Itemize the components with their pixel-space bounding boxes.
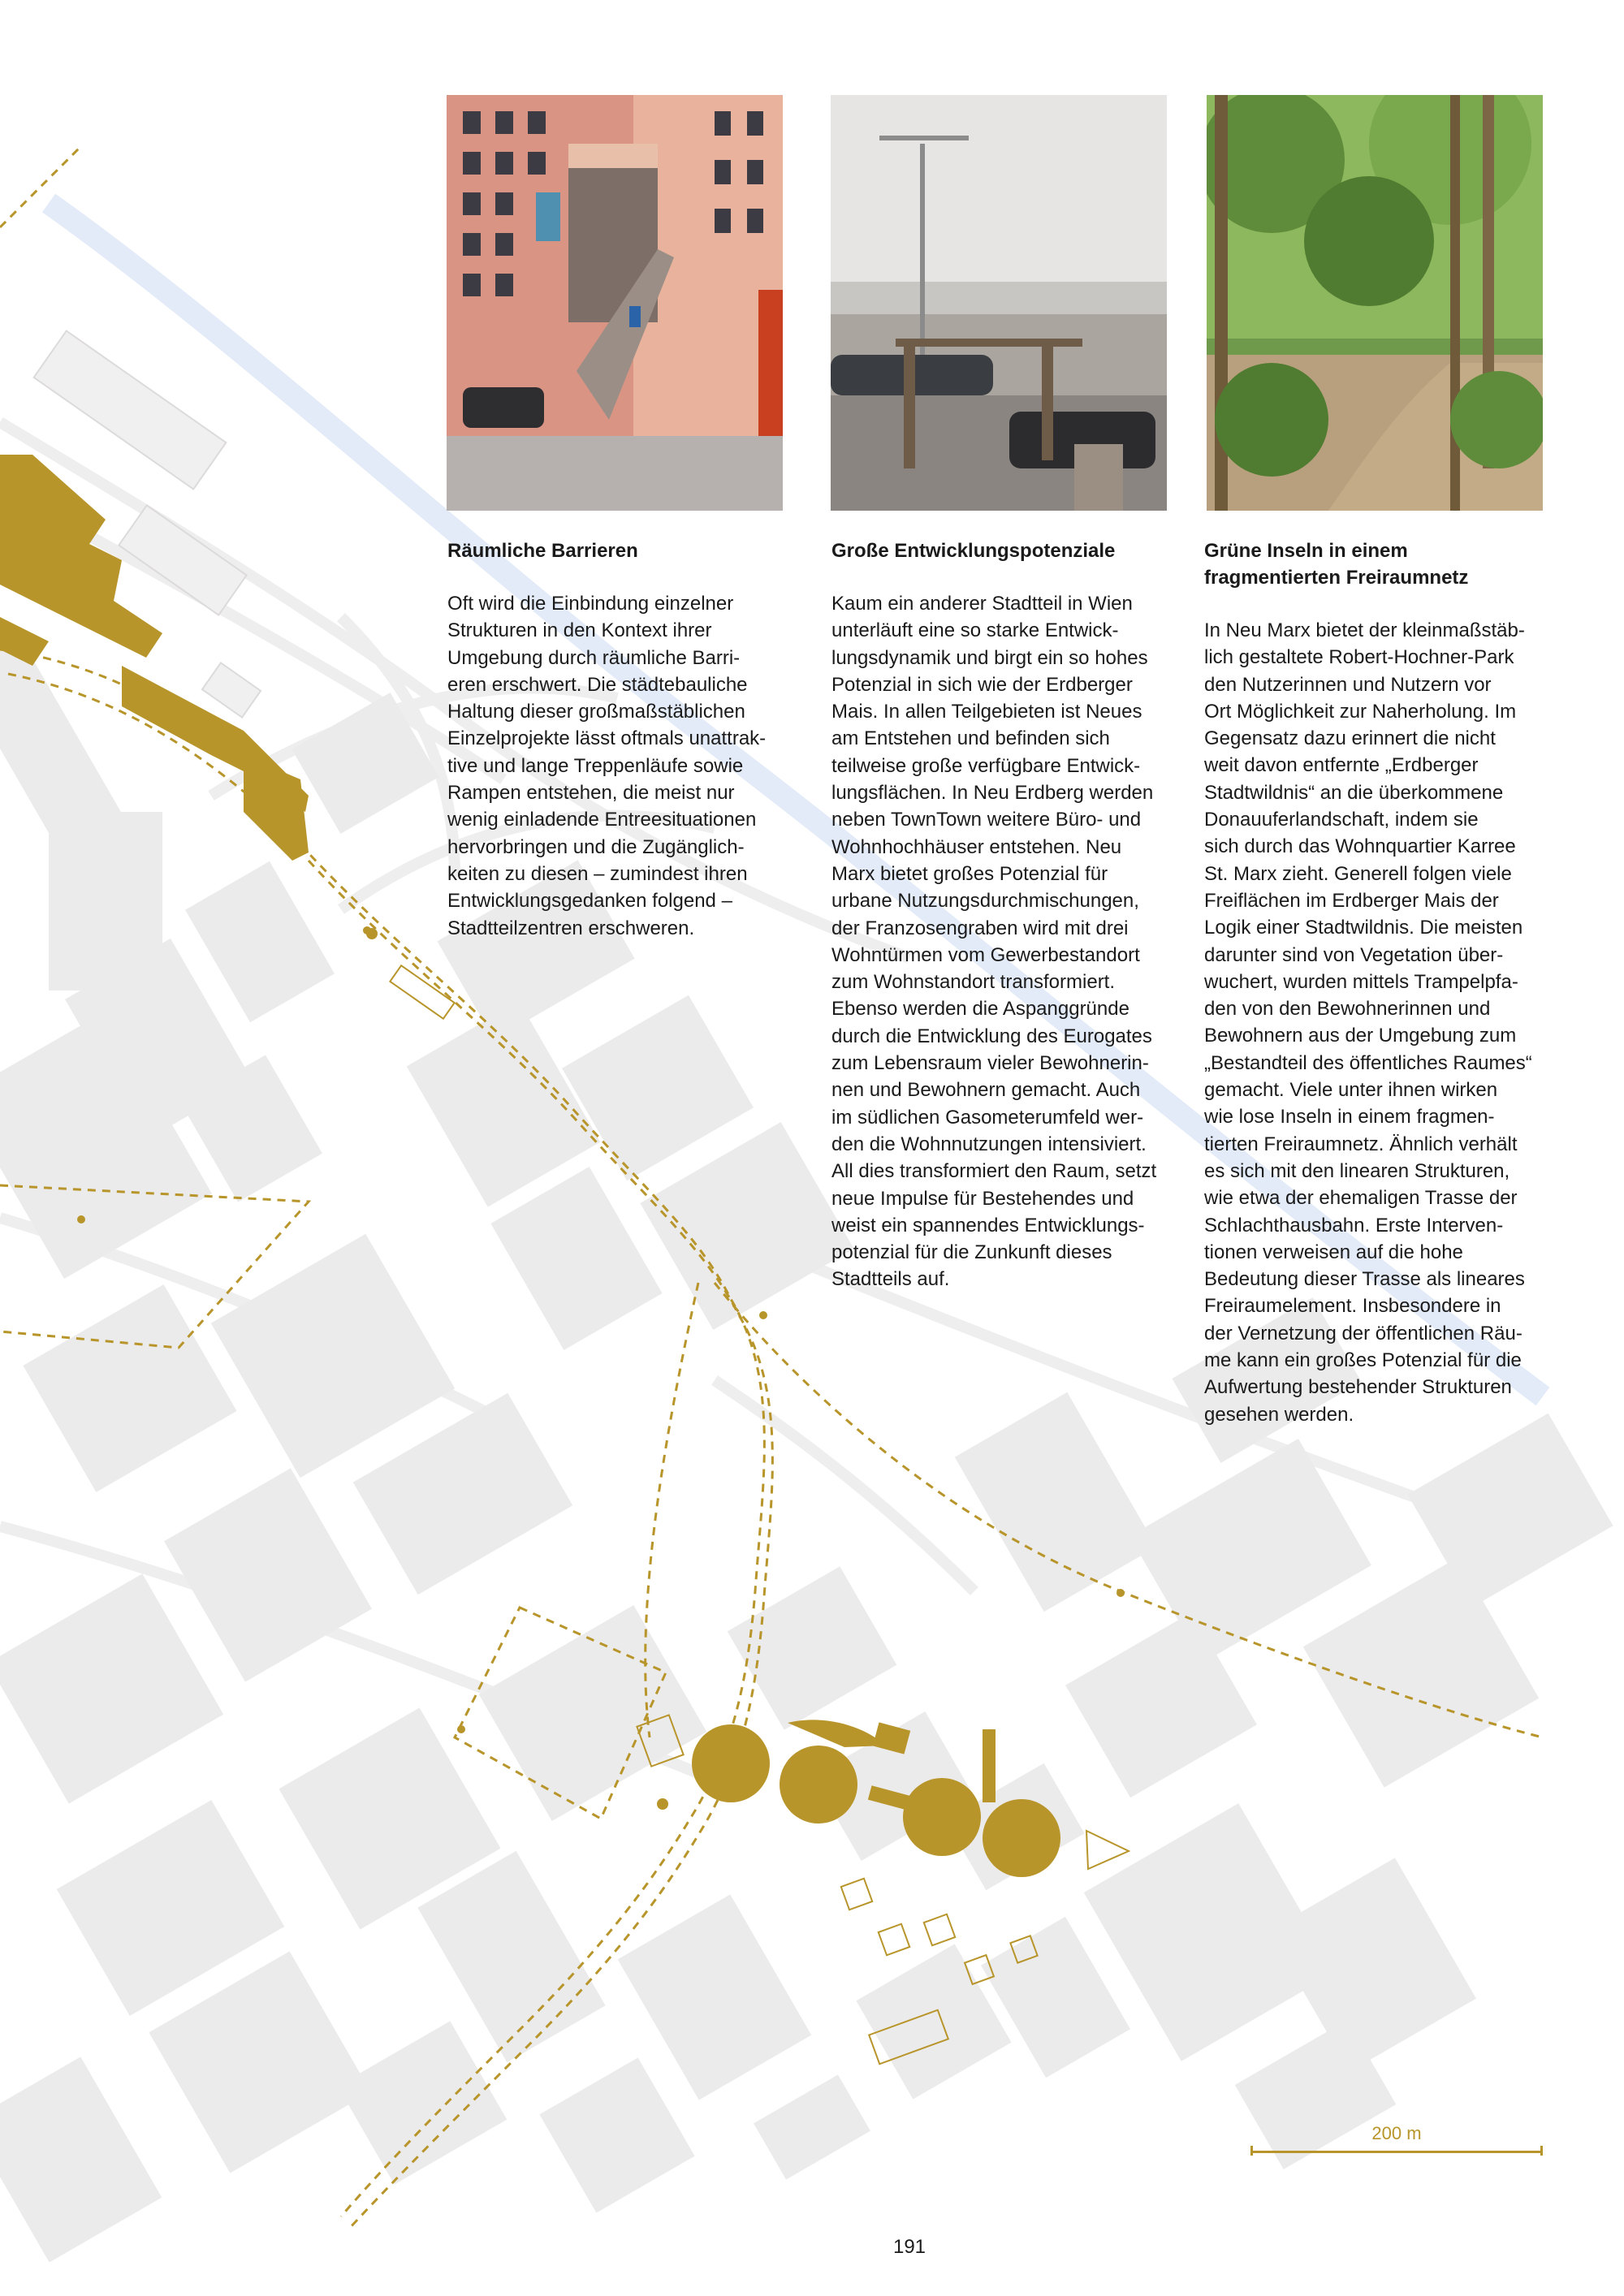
column-body: Kaum ein anderer Stadtteil in Wien unterläuft eine so starke Entwick- lungsdynamik und birgt ein so hohes Potenzial in sich wie der Erdberger Mais. In allen Teilgebieten ist Neues am Entstehen und befinden sich teilweise große verfügbare Entwick- lungsflächen. In Neu Erdberg werden neben TownTown weitere Büro- und Wohnhochhäuser entstehen. Neu Marx bietet großes Potenzial für urbane Nutzungsdurchmischungen, der Franzosengraben wird mit drei Wohntürmen vom Gewerbestandort zum Wohnstandort transformiert. Ebenso werden die Aspanggründe durch die Entwicklung des Eurogates zum Lebensraum vieler Bewohnerin- nen und Bewohnern gemacht. Auch im südlichen Gasometerumfeld wer- den die Wohnnutzungen intensiviert. All dies transformiert den Raum, setzt neue Impulse für Bestehendes und weist ein spannendes Entwicklungs- potenzial für die Zunkunft dieses Stadtteils auf. <box>831 593 1157 1291</box>
column-heading: Große Entwicklungspotenziale <box>831 540 1116 562</box>
column-heading: Räumliche Barrieren <box>447 540 638 562</box>
scale-bar-line <box>1250 2151 1543 2153</box>
column-body: Oft wird die Einbindung einzelner Strukturen in den Kontext ihrer Umgebung durch räumliche Barri- eren erschwert. Die städtebauliche Haltung dieser großmaßstäblichen Einzelprojekte lässt oftmals unattrak- tive und lange Treppenläufe sowie Rampen entstehen, die meist nur wenig einladende Entreesituationen hervorbringen und die Zugänglich- keiten zu diesen – zumindest ihren Entwicklungsgedanken folgend – Stadtteilzentren erschweren. <box>447 593 767 939</box>
scale-bar-tick <box>1540 2146 1543 2156</box>
scale-bar <box>1250 2123 1543 2156</box>
photo-spatial-barriers <box>447 95 783 511</box>
scale-bar-label: 200 m <box>1371 2123 1422 2143</box>
scale-bar-tick <box>1250 2146 1253 2156</box>
photo-green-islands <box>1207 95 1543 511</box>
column-body: In Neu Marx bietet der kleinmaßstäb- lich gestaltete Robert-Hochner-Park den Nutzerinnen und Nutzern vor Ort Möglichkeit zur Naherholung. Im Gegensatz dazu erinnert die nicht weit davon entfernte „Erdberger Stadtwildnis“ an die überkommene Donauuferlandschaft, indem sie sich durch das Wohnquartier Karree St. Marx zieht. Generell folgen viele Freiflächen im Erdberger Mais der Logik einer Stadtwildnis. Die meisten darunter sind von Vegetation über- wuchert, wurden mittels Trampelpfa- den von den Bewohnerinnen und Bewohnern aus der Umgebung zum „Bestandteil des öffentliches Raumes“ gemacht. Viele unter ihnen wirken wie lose Inseln in einem fragmen- tierten Freiraumnetz. Ähnlich verhält es sich mit den linearen Strukturen, wie etwa der ehemaligen Trasse der Schlachthausbahn. Erste Interven- tionen verweisen auf die hohe Bedeutung dieser Trasse als lineares Freiraumelement. Insbesondere in der Vernetzung der öffentlichen Räu- me kann ein großes Potenzial für die Aufwertung bestehender Strukturen gesehen werden. <box>1204 619 1532 1426</box>
column-green-islands <box>1204 537 1544 1428</box>
rail-station <box>390 965 454 1019</box>
column-heading: Grüne Inseln in einem fragmentierten Freiraumnetz <box>1204 540 1469 589</box>
page-number: 191 <box>892 2236 926 2258</box>
photo-development-potentials <box>831 95 1167 511</box>
column-spatial-barriers <box>447 537 787 942</box>
column-development-potentials <box>831 537 1171 1293</box>
